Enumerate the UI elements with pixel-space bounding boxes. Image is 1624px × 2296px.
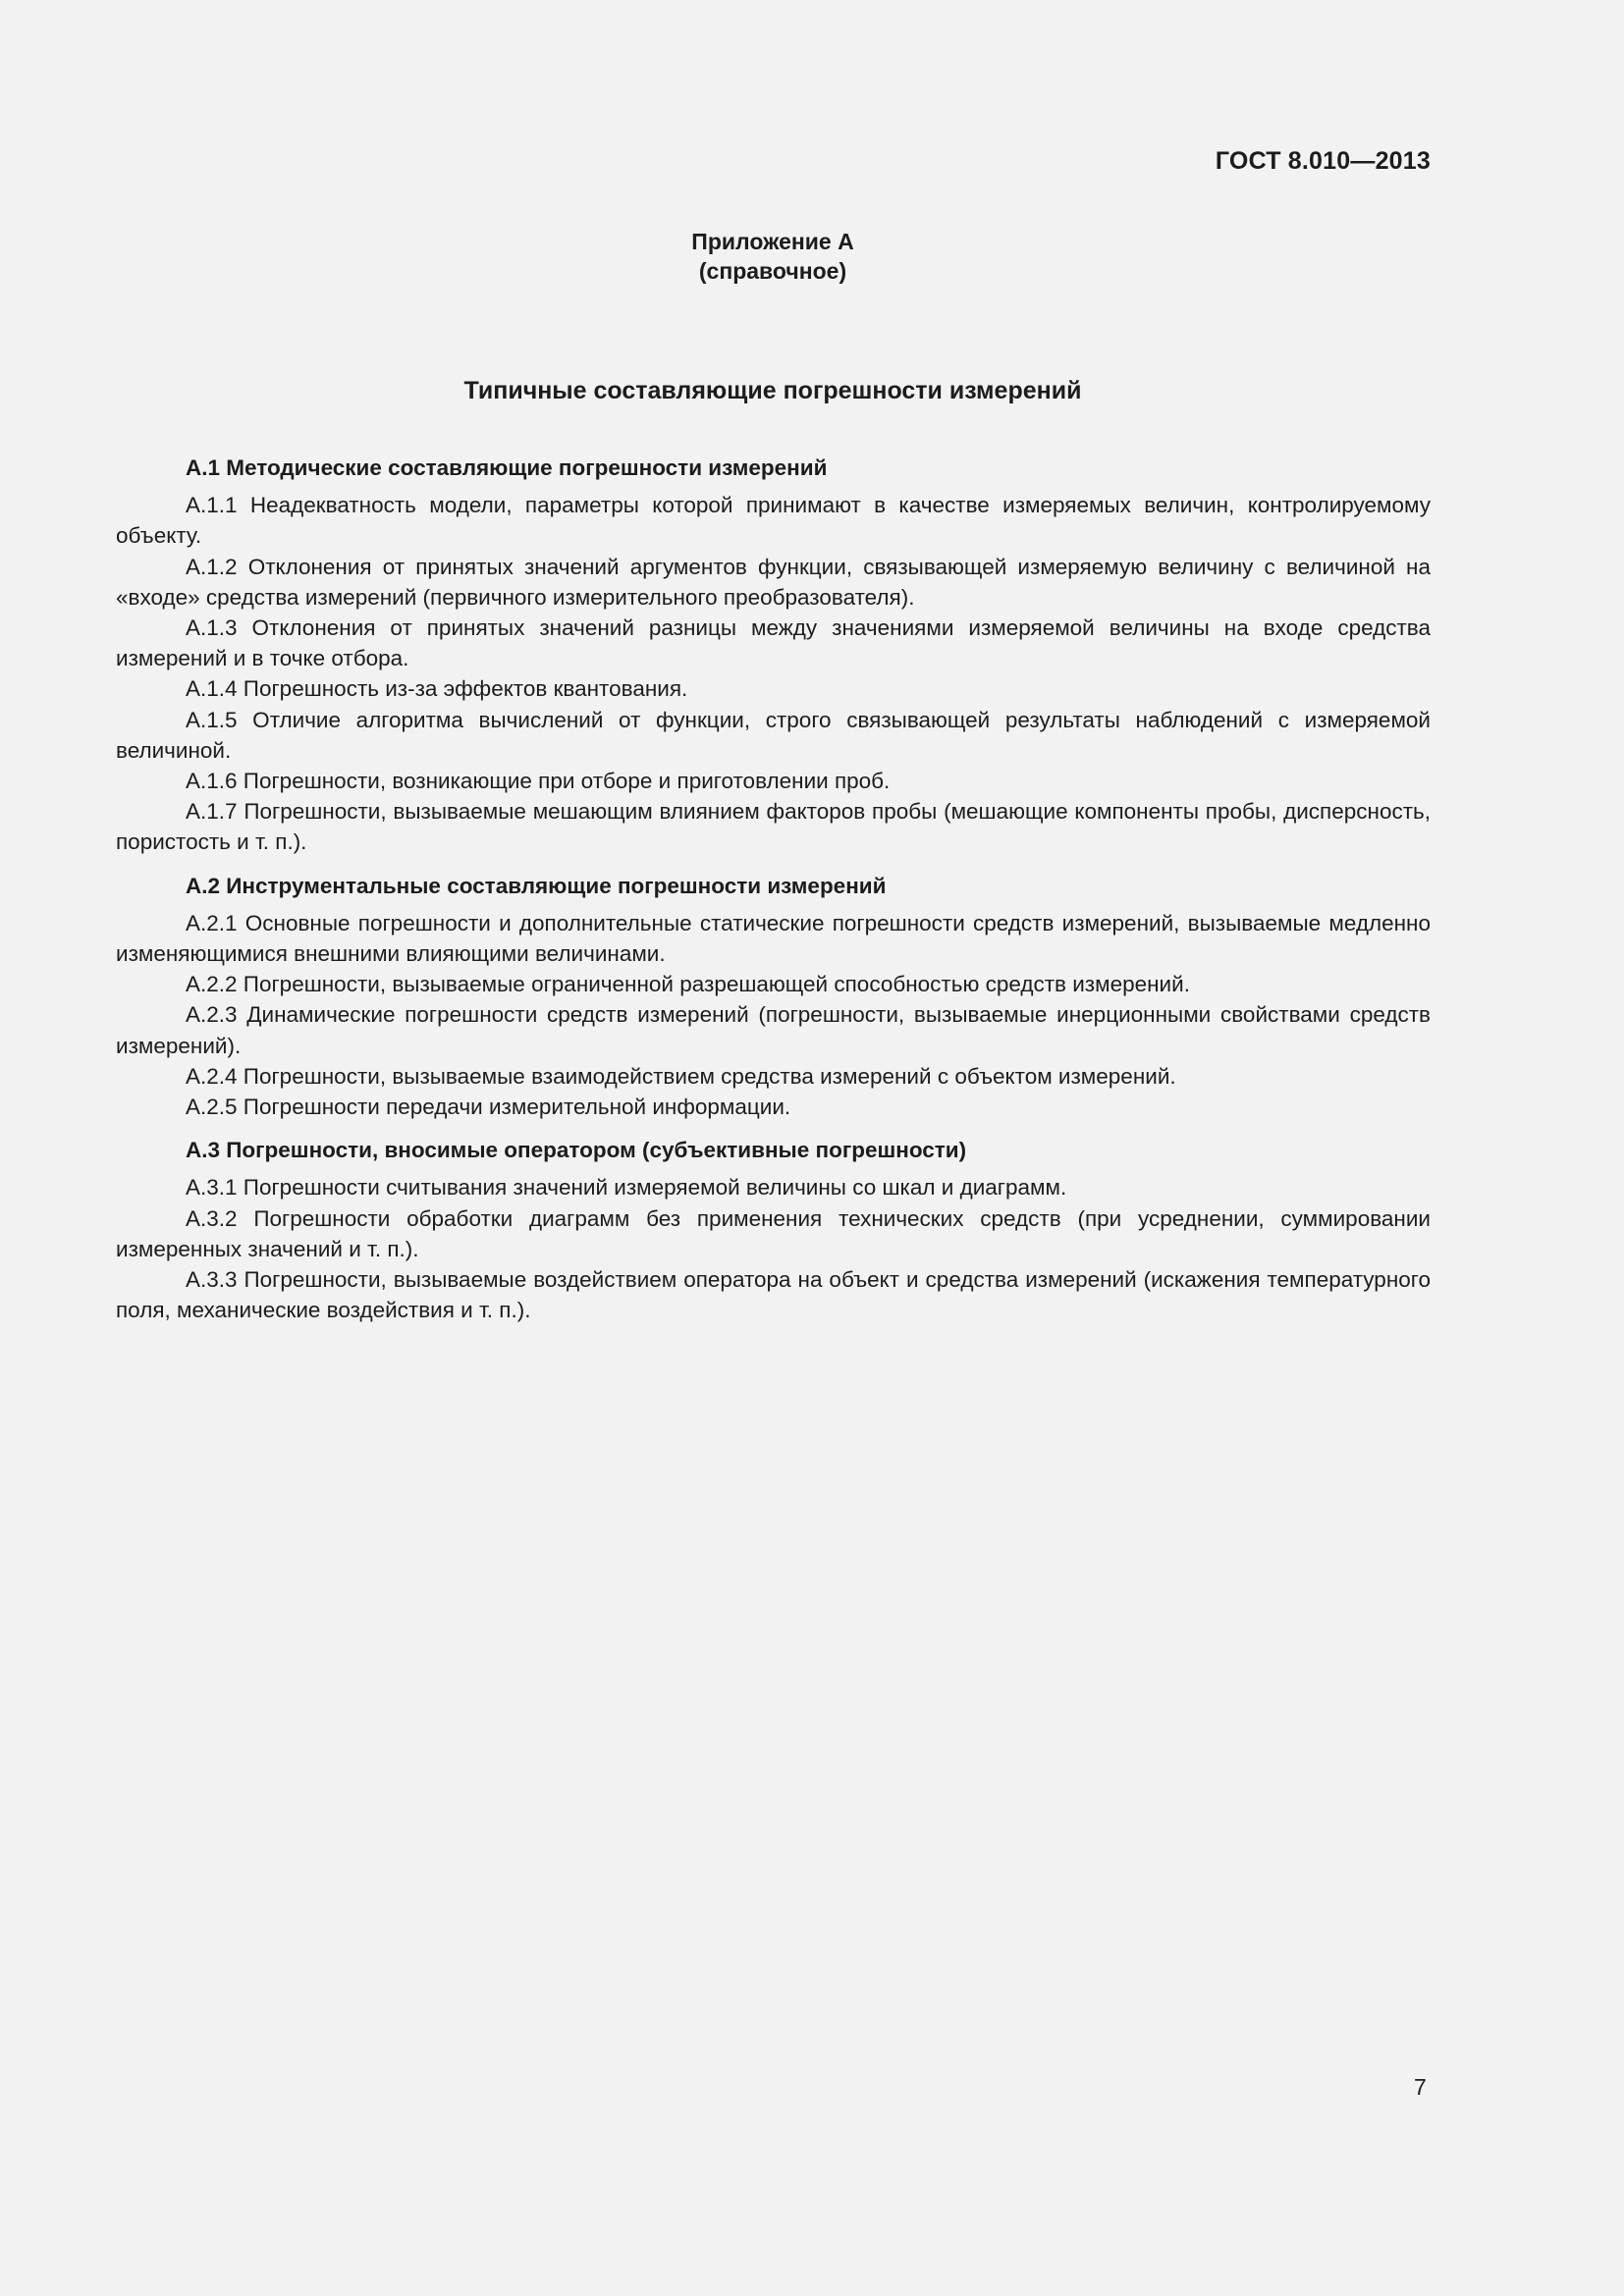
clause-a-1-6: А.1.6 Погрешности, возникающие при отборе и приготовлении проб. <box>186 769 891 794</box>
clause-a-1-1: А.1.1 Неадекватность модели, параметры которой принимают в качестве измеряемых величин, контролируемому объекту. <box>116 493 1431 549</box>
section-heading: А.3 Погрешности, вносимые оператором (субъективные погрешности) <box>186 1138 967 1163</box>
clause-a-1-4: А.1.4 Погрешность из-за эффектов квантования. <box>186 676 688 702</box>
clause-a-3-3: А.3.3 Погрешности, вызываемые воздействием оператора на объект и средства измерений (искажения температурного поля, механические воздействия и т. п.). <box>116 1267 1431 1323</box>
section-heading: А.1 Методические составляющие погрешности измерений <box>186 455 828 480</box>
section-a3 <box>116 1135 1431 1325</box>
section-a1 <box>116 453 1431 858</box>
clause-a-2-1: А.2.1 Основные погрешности и дополнительные статические погрешности средств измерений, вызываемые медленно изменяющимися внешними влияющими величинами. <box>116 910 1431 967</box>
clause-a-3-1: А.3.1 Погрешности считывания значений измеряемой величины со шкал и диаграмм. <box>186 1175 1067 1201</box>
document-body <box>116 453 1431 1325</box>
clause-a-2-4: А.2.4 Погрешности, вызываемые взаимодействием средства измерений с объектом измерений. <box>186 1063 1176 1089</box>
clause-a-1-3: А.1.3 Отклонения от принятых значений разницы между значениями измеряемой величины на входе средства измерений и в точке отбора. <box>116 615 1431 671</box>
clause-a-1-2: А.1.2 Отклонения от принятых значений аргументов функции, связывающей измеряемую величину с величиной на «входе» средства измерений (первичного измерительного преобразователя). <box>116 554 1431 610</box>
clause-a-2-5: А.2.5 Погрешности передачи измерительной информации. <box>186 1095 791 1120</box>
clause-a-2-3: А.2.3 Динамические погрешности средств измерений (погрешности, вызываемые инерционными свойствами средств измерений). <box>116 1002 1431 1058</box>
page-number: 7 <box>1414 2074 1427 2100</box>
clause-a-2-2: А.2.2 Погрешности, вызываемые ограниченной разрешающей способностью средств измерений. <box>186 972 1190 997</box>
section-heading: А.2 Инструментальные составляющие погрешности измерений <box>186 873 887 898</box>
clause-a-1-7: А.1.7 Погрешности, вызываемые мешающим влиянием факторов пробы (мешающие компоненты пробы, дисперсность, пористость и т. п.). <box>116 799 1431 855</box>
clause-a-1-5: А.1.5 Отличие алгоритма вычислений от функции, строго связывающей результаты наблюдений с измеряемой величиной. <box>116 707 1431 763</box>
document-code: ГОСТ 8.010—2013 <box>1215 147 1431 175</box>
clause-a-3-2: А.3.2 Погрешности обработки диаграмм без применения технических средств (при усреднении, суммировании измеренных значений и т. п.). <box>116 1205 1431 1261</box>
section-a2 <box>116 871 1431 1123</box>
page-title: Типичные составляющие погрешности измерений <box>463 377 1082 404</box>
appendix-label: Приложение А <box>691 229 854 254</box>
appendix-heading <box>0 227 1545 286</box>
appendix-status: (справочное) <box>698 258 847 284</box>
